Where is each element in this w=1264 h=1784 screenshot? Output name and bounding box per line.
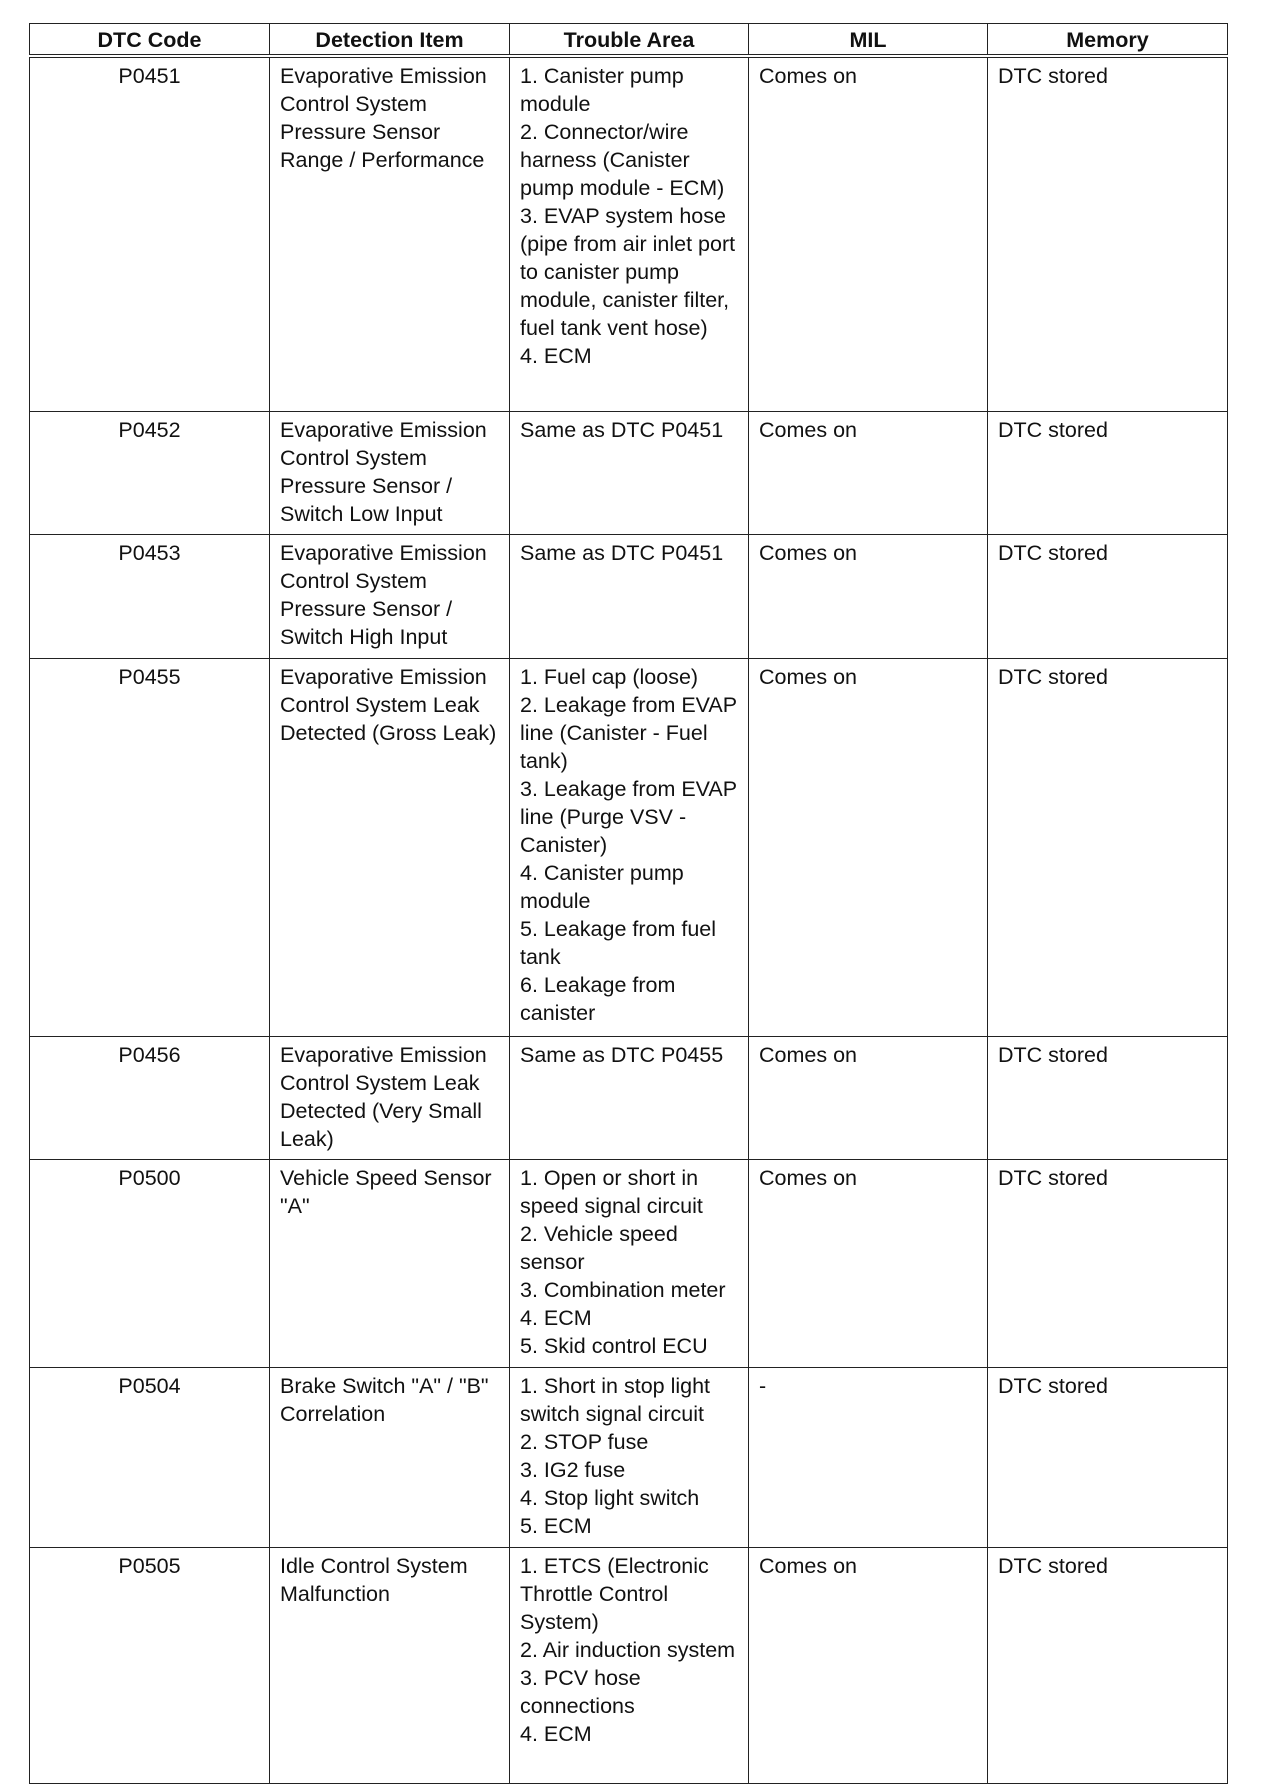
- trouble-area-cell: Same as DTC P0455: [510, 1036, 749, 1159]
- dtc-code-cell: P0504: [30, 1367, 270, 1547]
- mil-cell: Comes on: [749, 1547, 988, 1783]
- detection-item-cell: Evaporative Emission Control System Leak Detected (Very Small Leak): [270, 1036, 510, 1159]
- header-row: [30, 24, 1228, 57]
- table-row: [30, 1547, 1228, 1783]
- dtc-code-cell: P0452: [30, 411, 270, 534]
- table-row: [30, 1159, 1228, 1367]
- table-row: [30, 534, 1228, 658]
- detection-item-cell: Evaporative Emission Control System Pressure Sensor / Switch High Input: [270, 534, 510, 658]
- dtc-code-cell: P0505: [30, 1547, 270, 1783]
- header-dtc-code: DTC Code: [30, 24, 270, 57]
- table-row: [30, 1036, 1228, 1159]
- header-trouble-area: Trouble Area: [510, 24, 749, 57]
- trouble-area-cell: Same as DTC P0451: [510, 534, 749, 658]
- memory-cell: DTC stored: [988, 1159, 1228, 1367]
- dtc-code-cell: P0500: [30, 1159, 270, 1367]
- mil-cell: Comes on: [749, 1159, 988, 1367]
- table-row: [30, 56, 1228, 411]
- memory-cell: DTC stored: [988, 534, 1228, 658]
- mil-cell: Comes on: [749, 56, 988, 411]
- memory-cell: DTC stored: [988, 658, 1228, 1036]
- memory-cell: DTC stored: [988, 1547, 1228, 1783]
- dtc-table: [29, 23, 1228, 1784]
- detection-item-cell: Vehicle Speed Sensor "A": [270, 1159, 510, 1367]
- trouble-area-cell: 1. Short in stop light switch signal circuit 2. STOP fuse 3. IG2 fuse 4. Stop light switch 5. ECM: [510, 1367, 749, 1547]
- table-row: [30, 658, 1228, 1036]
- detection-item-cell: Evaporative Emission Control System Pressure Sensor Range / Performance: [270, 56, 510, 411]
- mil-cell: Comes on: [749, 534, 988, 658]
- memory-cell: DTC stored: [988, 1036, 1228, 1159]
- memory-cell: DTC stored: [988, 1367, 1228, 1547]
- table-row: [30, 411, 1228, 534]
- mil-cell: -: [749, 1367, 988, 1547]
- memory-cell: DTC stored: [988, 411, 1228, 534]
- trouble-area-cell: 1. ETCS (Electronic Throttle Control System) 2. Air induction system 3. PCV hose connections 4. ECM: [510, 1547, 749, 1783]
- mil-cell: Comes on: [749, 411, 988, 534]
- dtc-code-cell: P0455: [30, 658, 270, 1036]
- detection-item-cell: Evaporative Emission Control System Pressure Sensor / Switch Low Input: [270, 411, 510, 534]
- trouble-area-cell: Same as DTC P0451: [510, 411, 749, 534]
- trouble-area-cell: 1. Fuel cap (loose) 2. Leakage from EVAP line (Canister - Fuel tank) 3. Leakage from EVAP line (Purge VSV - Canister) 4. Canister pump module 5. Leakage from fuel tank 6. Leakage from canister: [510, 658, 749, 1036]
- mil-cell: Comes on: [749, 1036, 988, 1159]
- header-memory: Memory: [988, 24, 1228, 57]
- memory-cell: DTC stored: [988, 56, 1228, 411]
- table-body: [30, 56, 1228, 1783]
- detection-item-cell: Idle Control System Malfunction: [270, 1547, 510, 1783]
- mil-cell: Comes on: [749, 658, 988, 1036]
- detection-item-cell: Brake Switch "A" / "B" Correlation: [270, 1367, 510, 1547]
- trouble-area-cell: 1. Canister pump module 2. Connector/wire harness (Canister pump module - ECM) 3. EVAP system hose (pipe from air inlet port to canister pump module, canister filter, fuel tank vent hose) 4. ECM: [510, 56, 749, 411]
- dtc-code-cell: P0456: [30, 1036, 270, 1159]
- trouble-area-cell: 1. Open or short in speed signal circuit 2. Vehicle speed sensor 3. Combination meter 4. ECM 5. Skid control ECU: [510, 1159, 749, 1367]
- dtc-code-cell: P0451: [30, 56, 270, 411]
- detection-item-cell: Evaporative Emission Control System Leak Detected (Gross Leak): [270, 658, 510, 1036]
- table-header: [30, 24, 1228, 57]
- header-mil: MIL: [749, 24, 988, 57]
- dtc-code-cell: P0453: [30, 534, 270, 658]
- header-detection-item: Detection Item: [270, 24, 510, 57]
- table-row: [30, 1367, 1228, 1547]
